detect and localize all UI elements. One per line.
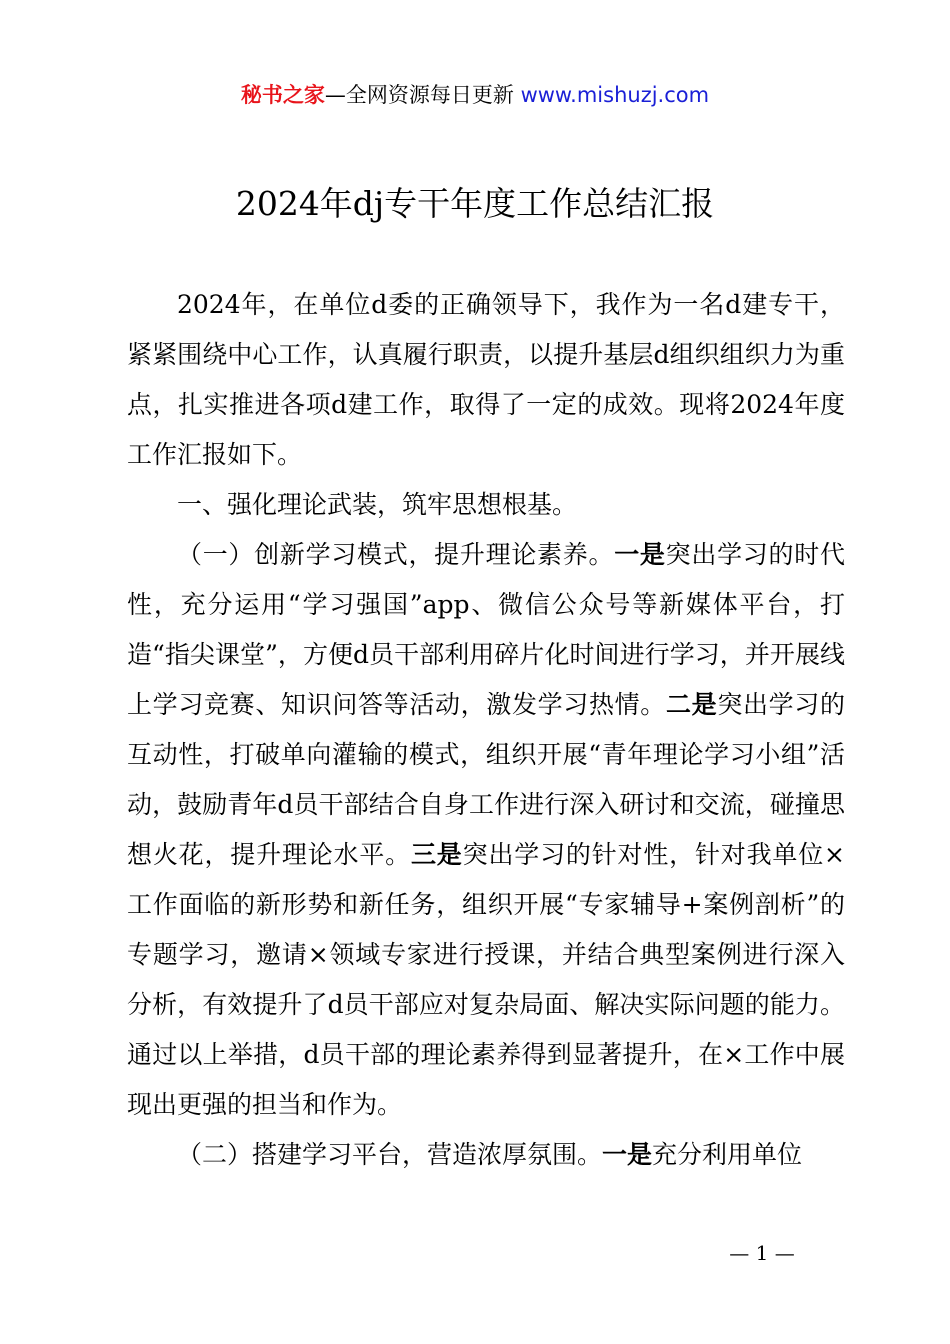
intro-paragraph: 2024年，在单位d委的正确领导下，我作为一名d建专干，紧紧围绕中心工作，认真履行职责，以提升基层d组织组织力为重点，扎实推进各项d建工作，取得了一定的成效。现将2024年度工作汇报如下。 xyxy=(127,290,845,469)
banner-url[interactable]: www.mishuzj.com xyxy=(520,83,710,107)
page-number: — 1 — xyxy=(729,1241,795,1265)
text-point-3: 突出学习的针对性，针对我单位×工作面临的新形势和新任务，组织开展“专家辅导+案例剖析”的专题学习，邀请×领域专家进行授课，并结合典型案例进行深入分析，有效提升了d员干部应对复杂局面、解决实际问题的能力。通过以上举措，d员干部的理论素养得到显著提升，在×工作中展现出更强的担当和作为。 xyxy=(127,840,845,1119)
subheading-2: （二）搭建学习平台，营造浓厚氛围。 xyxy=(177,1140,603,1169)
text-point-4: 充分利用单位 xyxy=(652,1140,803,1169)
bold-point-2: 二是 xyxy=(665,690,718,719)
document-title: 2024年dj专干年度工作总结汇报 xyxy=(235,184,715,223)
text-point-1: 突出学习的时代性，充分运用“学习强国”app、微信公众号等新媒体平台，打造“指尖课堂”，方便d员干部利用碎片化时间进行学习，并开展线上学习竞赛、知识问答等活动，激发学习热情。 xyxy=(127,540,845,719)
paragraph-2 xyxy=(127,1130,845,1180)
text-point-2: 突出学习的互动性，打破单向灌输的模式，组织开展“青年理论学习小组”活动，鼓励青年d员干部结合自身工作进行深入研讨和交流，碰撞思想火花，提升理论水平。 xyxy=(127,690,845,869)
bold-point-4: 一是 xyxy=(602,1140,653,1169)
banner-brand: 秘书之家 xyxy=(240,83,325,107)
paragraph-1 xyxy=(127,530,845,1130)
bold-point-1: 一是 xyxy=(614,540,666,569)
document-body xyxy=(127,280,845,1180)
banner-slogan: —全网资源每日更新 xyxy=(324,83,521,107)
subheading-1: （一）创新学习模式，提升理论素养。 xyxy=(177,540,615,569)
section-heading: 一、强化理论武装，筑牢思想根基。 xyxy=(177,490,578,519)
site-banner xyxy=(0,80,950,110)
bold-point-3: 三是 xyxy=(410,840,463,869)
